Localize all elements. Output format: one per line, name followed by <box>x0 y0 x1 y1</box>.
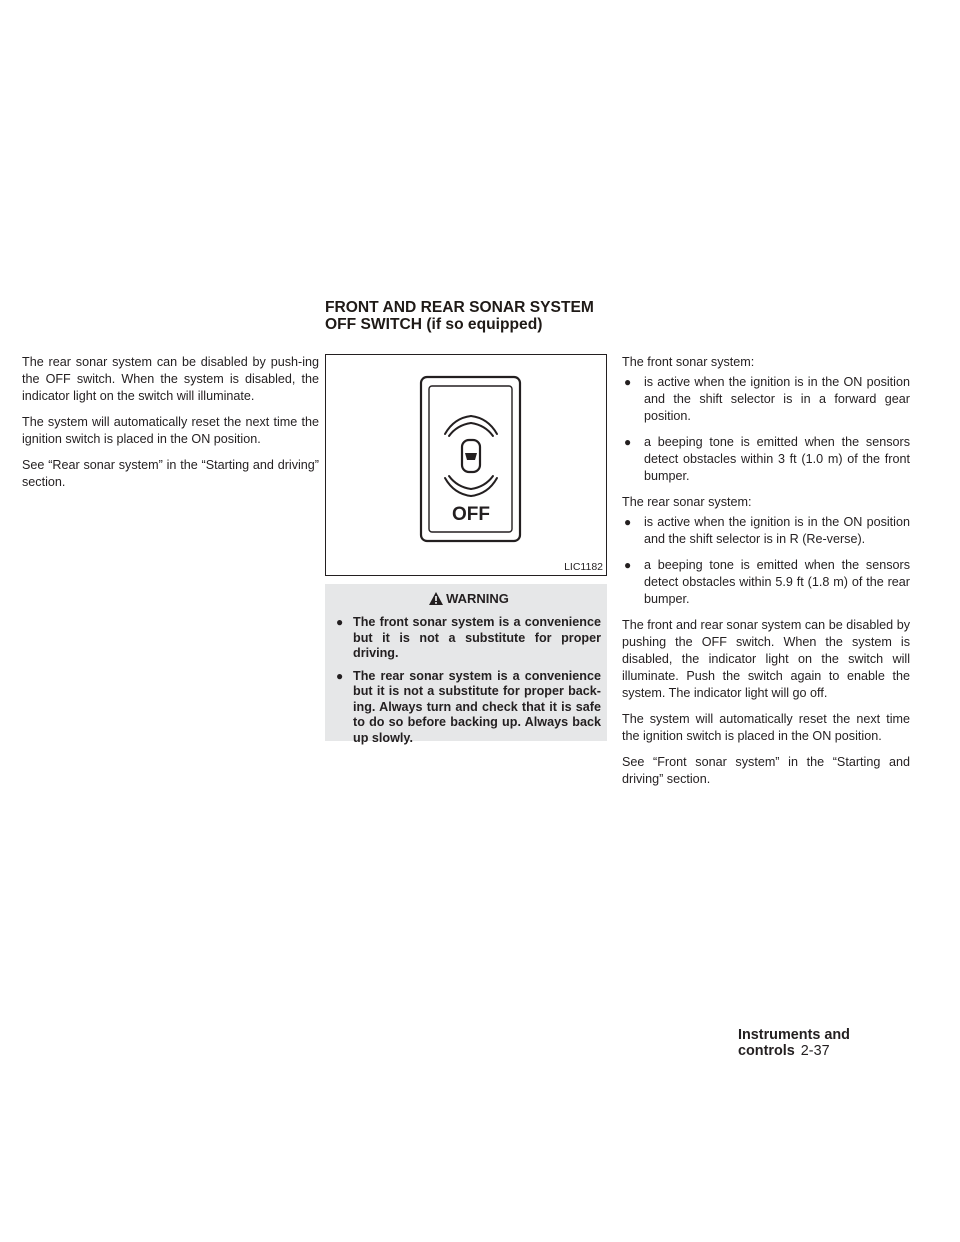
switch-off-label: OFF <box>452 504 490 525</box>
right-paragraph-1: The front and rear sonar system can be disabled by pushing the OFF switch. When the system is disabled, the indicator light on the switch will illuminate. Push the switch again to enable the system. The indicator light will go off. <box>622 618 910 700</box>
sonar-switch-figure <box>325 354 607 576</box>
warning-title <box>336 591 601 607</box>
left-paragraph-1: The rear sonar system can be disabled by push-ing the OFF switch. When the system is disabled, the indicator light on the switch will illuminate. <box>22 355 319 403</box>
bullet-icon: ● <box>624 435 632 449</box>
warning-triangle-icon <box>428 591 444 606</box>
right-paragraph-3: See “Front sonar system” in the “Starting and driving” section. <box>622 755 910 786</box>
left-paragraph-2: The system will automatically reset the next time the ignition switch is placed in the ON position. <box>22 415 319 446</box>
warning-item-2 <box>336 669 601 747</box>
front-item-2 <box>622 434 910 485</box>
right-paragraph-2: The system will automatically reset the next time the ignition switch is placed in the ON position. <box>622 712 910 743</box>
right-column <box>622 354 910 797</box>
bullet-icon: ● <box>336 615 344 629</box>
rear-sonar-intro: The rear sonar system: <box>622 495 752 509</box>
front-item-text: is active when the ignition is in the ON position and the shift selector is in a forward gear position. <box>644 375 910 423</box>
front-item-1 <box>622 374 910 425</box>
left-paragraph-3: See “Rear sonar system” in the “Starting and driving” section. <box>22 458 319 489</box>
rear-item-text: a beeping tone is emitted when the sensors detect obstacles within 5.9 ft (1.8 m) of the rear bumper. <box>644 558 910 606</box>
bullet-icon: ● <box>624 375 632 389</box>
warning-item-text: The front sonar system is a convenience but it is not a substitute for proper driving. <box>353 615 601 660</box>
section-heading-line1: FRONT AND REAR SONAR SYSTEM <box>325 299 594 316</box>
footer-page-number: 2-37 <box>800 1043 830 1059</box>
warning-title-text: WARNING <box>446 591 509 606</box>
front-sonar-intro: The front sonar system: <box>622 355 755 369</box>
section-heading-line2: OFF SWITCH (if so equipped) <box>325 316 543 333</box>
footer-section-name: Instruments and controls <box>738 1027 850 1059</box>
section-heading <box>325 299 645 333</box>
warning-item-text: The rear sonar system is a convenience but it is not a substitute for proper back-ing. Always turn and check that it is safe to do so before backing up. Always back up slowly. <box>353 668 601 745</box>
rear-item-2 <box>622 557 910 608</box>
bullet-icon: ● <box>336 668 344 683</box>
front-item-text: a beeping tone is emitted when the sensors detect obstacles within 3 ft (1.0 m) of the front bumper. <box>644 435 910 483</box>
left-column <box>22 354 319 500</box>
rear-item-text: is active when the ignition is in the ON position and the shift selector is in R (Re-verse). <box>644 515 910 546</box>
bullet-icon: ● <box>624 558 632 572</box>
sonar-off-switch-illustration <box>326 355 606 575</box>
bullet-icon: ● <box>624 515 632 529</box>
figure-id-label: LIC1182 <box>564 561 603 573</box>
rear-item-1 <box>622 514 910 548</box>
warning-box <box>325 584 607 745</box>
page-footer <box>738 1027 910 1059</box>
warning-item-1 <box>336 615 601 662</box>
